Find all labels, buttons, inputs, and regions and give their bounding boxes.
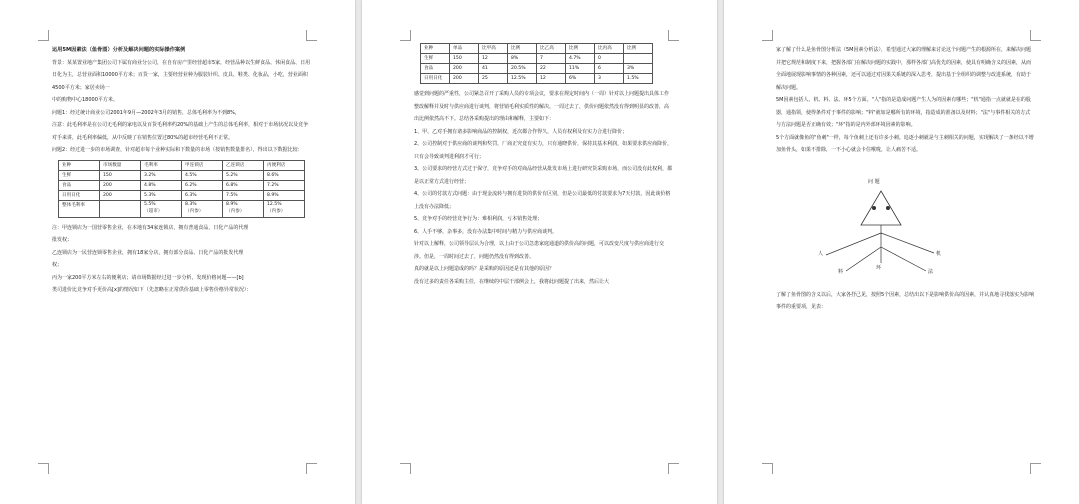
table-cell: 12 — [479, 54, 508, 64]
table-cell: 8% — [508, 54, 537, 64]
paragraph: 感觉到问题的严重性，公司紧急召开了采购人员的专项会议，要求在规定时间内（一周）针对以上问题提出具体工作整改解释并及时与供应商进行谈判，将营销毛利实质性的解决。一周过去了，供价问题依然没有得到明显的改善，高出比例依然高不下。总结各采购提出的理由和解释，主要如下： — [414, 91, 670, 122]
table-header-cell: 比甲高 — [479, 44, 508, 54]
table-row — [421, 64, 653, 74]
table-cell: 8.9% （内参） — [223, 200, 264, 217]
table-cell: 12.5% （内参） — [264, 200, 305, 217]
diagram-head-label: 问 题 — [868, 178, 880, 185]
table-cell: 5.5% （超市） — [141, 200, 182, 217]
table-cell: 12 — [537, 74, 566, 84]
paragraph: 批发权； — [52, 237, 73, 243]
paragraph: 丙为一家200平方米左右的便利店；请市场数据经过进一步分析，发现价格问题——[b] — [52, 274, 244, 281]
crop-mark — [762, 463, 773, 474]
table-cell: 200 — [100, 190, 141, 200]
table-cell: 6 — [595, 64, 624, 74]
table-cell: 150 — [450, 54, 479, 64]
table-header-cell: 业种 — [59, 160, 100, 170]
crop-mark — [1030, 463, 1041, 474]
table-cell: 日用日化 — [421, 74, 450, 84]
paragraph: 问题1：经过统计商业公司2001年9月—2002年3月的销售，总体毛利率为不到8%， — [52, 109, 240, 116]
paragraph: 背景：某某置业地产集团公司下属有商业分公司，在自有房产里经营超市5家，经营品种以生鲜食品、休闲食品、日用日化为主，总营业面积10000平方米；百货一家，主要经营业种为服装针织、皮具、鞋类、化妆品，小吃，营业面积4500平方米；家居卖场一 — [52, 59, 311, 91]
document-page-1 — [0, 0, 355, 504]
table-cell: 食品 — [421, 64, 450, 74]
table-cell: 3% — [624, 64, 653, 74]
crop-mark — [400, 30, 411, 41]
paragraph: 权； — [52, 262, 63, 268]
table-cell: 生鲜 — [59, 170, 100, 180]
table-header-cell: 甲连锁店 — [182, 160, 223, 170]
crop-mark — [38, 463, 49, 474]
table-header-cell: 业种 — [421, 44, 450, 54]
table-cell: 5.2% — [223, 170, 264, 180]
table-cell: 8.9% — [264, 190, 305, 200]
paragraph: 注：甲连锁店为一国营零售企业，在本地有34家连锁店，拥有普通食品，日化产品的代理 — [52, 224, 249, 231]
bone-machine — [881, 233, 934, 253]
table-cell: 7 — [537, 54, 566, 64]
table-cell: 200 — [100, 180, 141, 190]
table-header-cell: 单品 — [450, 44, 479, 54]
crop-mark — [306, 463, 317, 474]
table-cell: 12.5% — [508, 74, 537, 84]
table-cell: 7.5% — [223, 190, 264, 200]
paragraph: 2、公司控制对于供应商的谈判和奖罚，厂商正究竟有实力，只有通晓供价，保持其基本利润，如果要求供应商降价，只有会导致谈判进利润才可行； — [414, 141, 673, 160]
table-cell: 4.8% — [141, 180, 182, 190]
diagram-label-method: 法 — [928, 268, 934, 275]
price-comparison-table — [420, 43, 653, 84]
table-header-cell: 比例 — [566, 44, 595, 54]
paragraph: 乙连锁店为一民营连锁零售企业，拥有18家分店，拥有部分食品、日化产品的批发代理 — [52, 249, 244, 256]
table-header-cell: 比例 — [508, 44, 537, 54]
table-row — [59, 200, 305, 217]
table-row — [59, 180, 305, 190]
margin-comparison-table — [58, 160, 305, 218]
table-cell: 8.6% — [264, 170, 305, 180]
fishbone-diagram-svg — [776, 163, 1035, 283]
fishbone-diagram — [776, 163, 1035, 283]
table-cell: 20.5% — [508, 64, 537, 74]
paragraph: 针对以上解释，公司领导层认为合理，以上由于公司急患家庭通道的供价高的问题，可以改变尺度与供应商进行交涉。但是，一周时间过去了，问题仍然没有得到改善。 — [414, 241, 665, 260]
paragraph: 3、公司要求的经营方式过于保守，竞争对手的对商品经营从批发市场上进行研究货采购市场，而公司没有此权利，都是以正常方式进行经营； — [414, 166, 673, 185]
crop-mark — [400, 463, 411, 474]
table-row — [421, 74, 653, 84]
bone-people — [826, 233, 881, 255]
paragraph: 家了解了什么是鱼骨图分析法（5M因素分析法），希望通过大家的理解来讨论这个问题产生的根源所在，来解决问题并把它规范和制度下来，把握各部门在解决问题的实践中，那样各部门高优先的因素，使具有明确含义的因素，从而全面地展现影响事情的各种因素，还可以通过对因果关系链的深入思考，提出基于全组织的调整与改进系统，有助于解决问题。 — [776, 47, 1032, 91]
crop-mark — [306, 30, 317, 41]
table-cell: 6.8% — [223, 180, 264, 190]
table-header-row — [421, 44, 653, 54]
table-header-cell: 比例 — [624, 44, 653, 54]
table-cell: 6% — [566, 74, 595, 84]
table-cell: 0 — [595, 54, 624, 64]
table-header-cell: 比乙高 — [537, 44, 566, 54]
paragraph: 中的购物中心18000平方米。 — [52, 97, 118, 103]
table-header-cell: 丙便利店 — [264, 160, 305, 170]
table-cell: 22 — [537, 64, 566, 74]
table-cell: 1.5% — [624, 74, 653, 84]
table-cell: 食品 — [59, 180, 100, 190]
table-cell: 3.2% — [141, 170, 182, 180]
paragraph: 没有过多的责任各采购主任，在继续的中层干部例会上，我将此问题提了出来，然后让大 — [414, 278, 610, 285]
paragraph: 5、竞争对手的经营竞争行为：难相利润，亏本销售处理； — [414, 216, 543, 222]
table-row — [421, 54, 653, 64]
paragraph: 注意：此毛利率是在公司无毛利的家电以及百货毛利率约20%的基础上产生的总体毛利率，相对于市场状况以及竞争对手来讲，此毛利率偏低，从中反映了在销售位置过80%的超市经营毛利不正常。 — [52, 122, 309, 141]
fish-eye — [872, 206, 876, 210]
table-cell: 整体毛利率 — [59, 200, 100, 217]
paragraph: 5个方面就像鱼的"鱼刺"一样，每个鱼刺上还有许多小刺。追逐小刺就是与主刺相关的问题，实现解决了一条经以不增加鱼骨头，如果不排除，一不小心就会卡住喉咙，让人痛苦不适。 — [776, 134, 1034, 153]
table-cell: 11% — [566, 64, 595, 74]
table-cell: 25 — [479, 74, 508, 84]
paragraph: 了解了鱼骨图的含义以后，大家各抒己见，按照5个因素，总结出以下是影响供价高的因素，并认真地寻找落实为影响事件的重要项，见表： — [776, 291, 1035, 310]
fish-eye — [886, 206, 890, 210]
diagram-label-people: 人 — [818, 250, 824, 257]
paragraph: 4、公司的付款方式问题：由于现金流转与拥有进货的供价有区别，但是公司最低的付款要求为7天付款，因此谈价格上没有办法降低； — [414, 191, 671, 210]
table-header-cell: 乙连锁店 — [223, 160, 264, 170]
paragraph: 类司进价比竞争对手更价高[x]的情况如下（先忽略在正常供价基础上零售价格异常状况）： — [52, 287, 252, 293]
table-cell: 4.5% — [182, 170, 223, 180]
document-page-2 — [362, 0, 717, 504]
paragraph: 5M因素包括人、机、料、法、环5个方面。"人"指的是造成问题产生人为的因素有哪些；"机"通指一点就就是在的股器，通指领，使得条件对于事件的影响；"料"就如是哪所有的环境，指造成的准备以及材料；"法"与事件相关的方式与方法问题是否正确有效；"环"指的是内外部环境因素的影响。 — [776, 97, 1031, 128]
crop-mark — [1030, 30, 1041, 41]
table-cell — [100, 200, 141, 217]
table-cell: 3 — [595, 74, 624, 84]
table-cell: 200 — [450, 64, 479, 74]
crop-mark — [762, 30, 773, 41]
paragraph: 1、甲、乙对手拥有诸多影响商品的控制权，近次都合作得久，人员有权利及有实力合进行降价； — [414, 128, 628, 135]
table-cell: 8.3% （内参） — [182, 200, 223, 217]
table-header-cell: 比丙高 — [595, 44, 624, 54]
diagram-label-machine: 机 — [936, 250, 942, 257]
paragraph: 6、人手不够，杂事多，没有办法集中时间与精力与供应商谈判。 — [414, 228, 558, 235]
fish-head-triangle — [861, 191, 901, 225]
table-cell: 6.2% — [182, 180, 223, 190]
table-cell: 7.2% — [264, 180, 305, 190]
table-cell: 200 — [450, 74, 479, 84]
table-cell: 6.3% — [182, 190, 223, 200]
table-row — [59, 190, 305, 200]
table-header-row — [59, 160, 305, 170]
document-title: 运用5M因素法（鱼骨图）分析及解决问题的实际操作案例 — [52, 47, 186, 53]
table-cell: 4.7% — [566, 54, 595, 64]
table-cell — [624, 54, 653, 64]
diagram-label-material: 料 — [838, 268, 844, 275]
table-cell: 41 — [479, 64, 508, 74]
table-cell: 日用日化 — [59, 190, 100, 200]
table-row — [59, 170, 305, 180]
bone-method — [881, 247, 926, 271]
crop-mark — [668, 463, 679, 474]
paragraph: 问题2：经过进一步的市场调查，针对超市每个业种实际和下数量的市场（按销售数量排名），得出以下数据比较： — [52, 147, 303, 153]
diagram-label-environment: 环 — [876, 264, 882, 271]
table-header-cell: 市场数量 — [100, 160, 141, 170]
document-page-3 — [724, 0, 1079, 504]
table-cell: 5.3% — [141, 190, 182, 200]
crop-mark — [38, 30, 49, 41]
table-cell: 150 — [100, 170, 141, 180]
table-cell: 生鲜 — [421, 54, 450, 64]
table-header-cell: 毛利率 — [141, 160, 182, 170]
paragraph: 真的就是以上问题造成的吗？是采购的原因还是有其他的原因？ — [414, 266, 555, 272]
